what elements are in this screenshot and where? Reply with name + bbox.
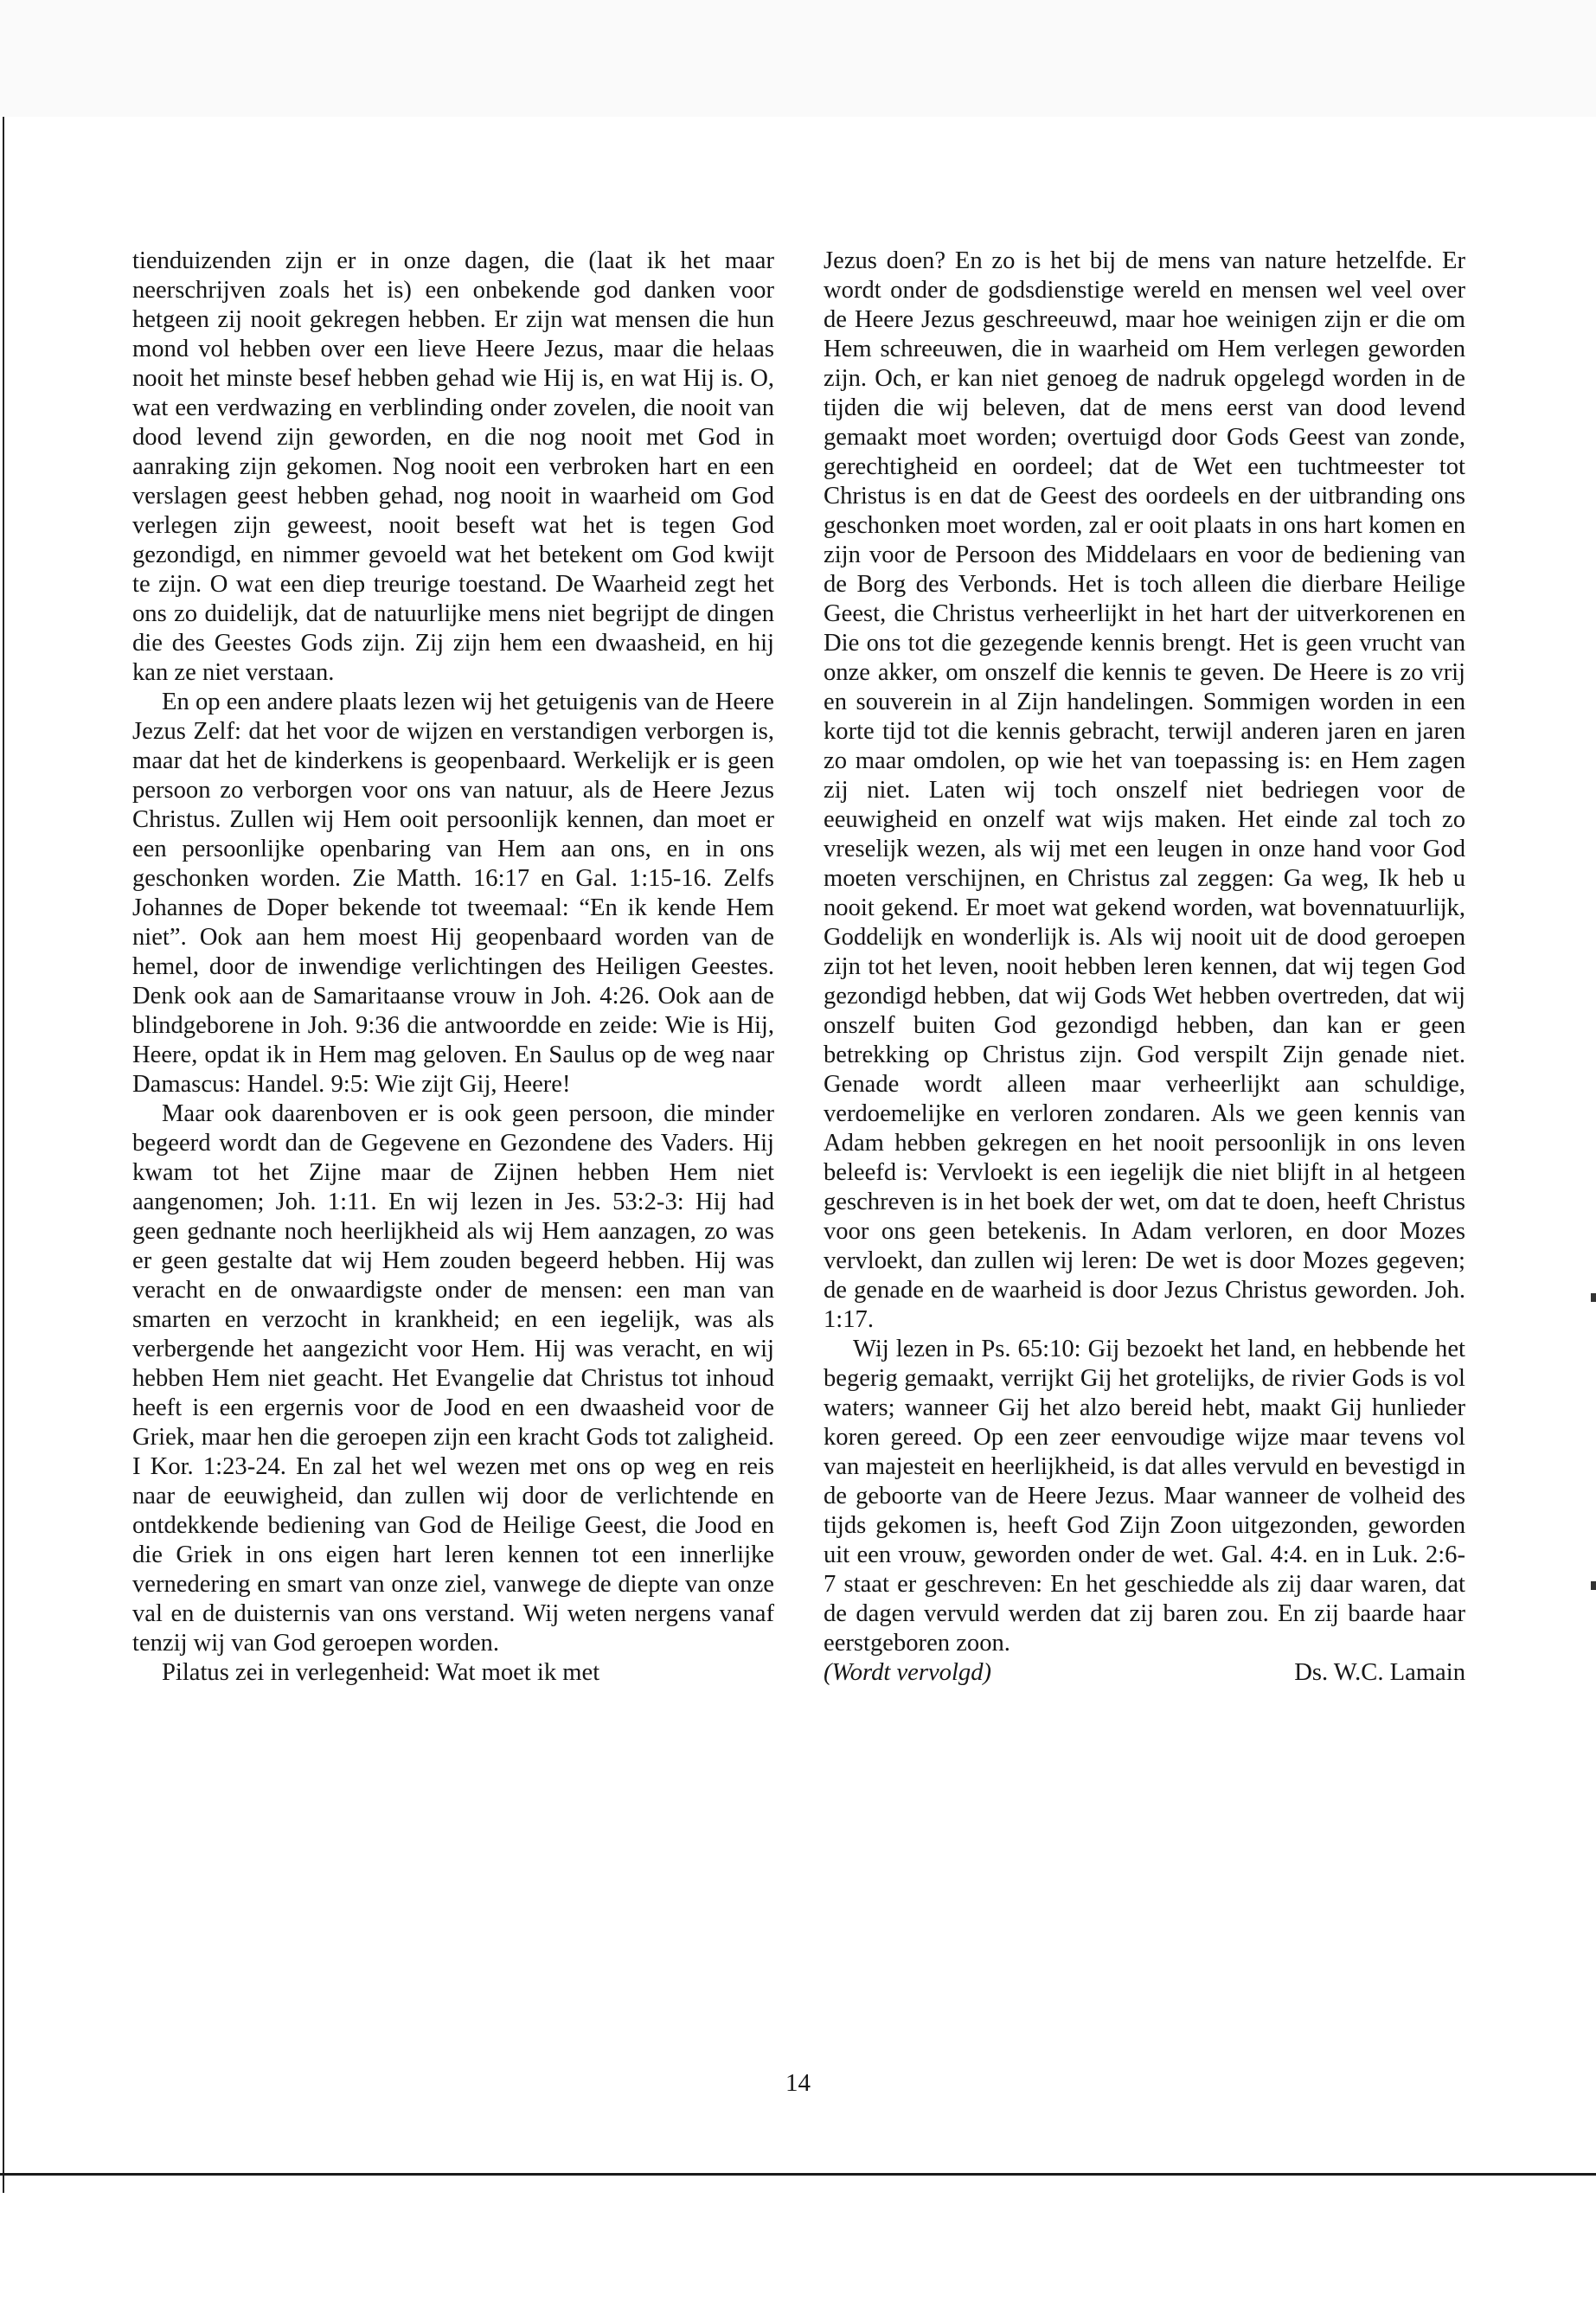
right-paragraph-1: Jezus doen? En zo is het bij de mens van nature hetzelfde. Er wordt onder de godsdienstige wereld en mensen wel veel over de Heere Jezus geschreeuwd, maar hoe weinigen zijn er die om Hem schreeuwen, die in waarheid om Hem verlegen geworden zijn. Och, er kan niet genoeg de nadruk opgelegd worden in de tijden die wij beleven, dat de mens eerst van dood levend gemaakt moet worden; overtuigd door Gods Geest van zonde, gerechtigheid en oordeel; dat de Wet een tuchtmeester tot Christus is en dat de Geest des oordeels en der uitbranding ons geschonken moet worden, zal er ooit plaats in ons hart komen en zijn voor de Persoon des Middelaars en voor de bediening van de Borg des Verbonds. Het is toch alleen die dierbare Heilige Geest, die Christus verheerlijkt in het hart der uitverkorenen en Die ons tot die gezegende kennis brengt. Het is geen vrucht van onze akker, om onszelf die kennis te geven. De Heere is zo vrij en souverein in al Zijn handelingen. Sommigen worden in een korte tijd tot die kennis gebracht, terwijl anderen jaren en jaren zo maar omdolen, op wie het van toepassing is: en Hem zagen zij niet. Laten wij toch onszelf niet bedriegen voor de eeuwigheid en onzelf wat wijs maken. Het einde zal toch zo vreselijk wezen, als wij met een leugen in onze hand voor God moeten verschijnen, en Christus zal zeggen: Ga weg, Ik heb u nooit gekend. Er moet wat gekend worden, wat bovennatuurlijk, Goddelijk en wonderlijk is. Als wij nooit uit de dood geroepen zijn tot het leven, nooit hebben leren kennen, dat wij tegen God gezondigd hebben, dat wij Gods Wet hebben overtreden, dat wij onszelf buiten God gezondigd hebben, dan kan er geen betrekking op Christus zijn. God verspilt Zijn genade niet. Genade wordt alleen maar verheerlijkt aan schuldige, verdoemelijke en verloren zondaren. Als we geen kennis van Adam hebben gekregen en het nooit persoonlijk in ons leven beleefd is: Vervloekt is een iegelijk die niet blijft in al hetgeen geschreven is in het boek der wet, om dat te doen, heeft Christus voor ons geen betekenis. In Adam verloren, en door Mozes vervloekt, dan zullen wij leren: De wet is door Mozes gegeven; de genade en de waarheid is door Jezus Christus geworden. Joh. 1:17. — [824, 247, 1465, 1333]
scan-side-mark — [1591, 1581, 1596, 1590]
left-column — [132, 247, 774, 1688]
right-paragraph-2: Wij lezen in Ps. 65:10: Gij bezoekt het land, en hebbende het begerig gemaakt, verrijkt Gij het grotelijks, de rivier Gods is vol waters; wanneer Gij het alzo bereid hebt, maakt Gij hunlieder koren gereed. Op een zeer eenvoudige wijze maar tevens vol van majesteit en heerlijkheid, is dat alles vervuld en bevestigd in de geboorte van de Heere Jezus. Maar wanneer de volheid des tijds gekomen is, heeft God Zijn Zoon uitgezonden, geworden uit een vrouw, geworden onder de wet. Gal. 4:4. en in Luk. 2:6-7 staat er geschreven: En het geschiedde als zij daar waren, dat de dagen vervuld werden dat zij baren zou. En zij baarde haar eerstgeboren zoon. — [824, 1336, 1465, 1657]
page-number: 14 — [785, 2069, 811, 2097]
author-name: Ds. W.C. Lamain — [1294, 1659, 1465, 1686]
scan-top-margin — [0, 0, 1596, 117]
scan-page-edge — [3, 117, 4, 2193]
left-paragraph-2: En op een andere plaats lezen wij het getuigenis van de Heere Jezus Zelf: dat het voor de wijzen en verstandigen verborgen is, maar dat het de kinderkens is geopenbaard. Werkelijk er is geen persoon zo verborgen voor ons van natuur, als de Heere Jezus Christus. Zullen wij Hem ooit persoonlijk kennen, dan moet er een persoonlijke openbaring van Hem aan ons, en in ons geschonken worden. Zie Matth. 16:17 en Gal. 1:15-16. Zelfs Johannes de Doper bekende tot tweemaal: “En ik kende Hem niet”. Ook aan hem moest Hij geopenbaard worden van de hemel, door de inwendige verlichtingen des Heiligen Geestes. Denk ook aan de Samaritaanse vrouw in Joh. 4:26. Ook aan de blindgeborene in Joh. 9:36 die antwoordde en zeide: Wie is Hij, Heere, opdat ik in Hem mag geloven. En Saulus op de weg naar Damascus: Handel. 9:5: Wie zijt Gij, Heere! — [132, 689, 774, 1098]
left-paragraph-1: tienduizenden zijn er in onze dagen, die (laat ik het maar neerschrijven zoals het is) een onbekende god danken voor hetgeen zij nooit gekregen hebben. Er zijn wat mensen die hun mond vol hebben over een lieve Heere Jezus, maar die helaas nooit het minste besef hebben gehad wie Hij is, en wat Hij is. O, wat een verdwazing en verblinding onder zovelen, die nooit van dood levend zijn geworden, en die nog nooit met God in aanraking zijn gekomen. Nog nooit een verbroken hart en een verslagen geest hebben gehad, nog nooit in waarheid om God verlegen zijn geweest, nooit beseft wat het is tegen God gezondigd, en nimmer gevoeld wat het betekent om God kwijt te zijn. O wat een diep treurige toestand. De Waarheid zegt het ons zo duidelijk, dat de natuurlijke mens niet begrijpt de dingen die des Geestes Gods zijn. Zij zijn hem een dwaasheid, en hij kan ze niet verstaan. — [132, 247, 774, 686]
article-signature-line — [824, 1658, 1465, 1688]
scan-bottom-rule — [0, 2173, 1596, 2176]
left-paragraph-4: Pilatus zei in verlegenheid: Wat moet ik met — [162, 1659, 600, 1686]
right-column — [824, 247, 1465, 1688]
scan-side-mark — [1591, 1293, 1596, 1302]
continued-note: (Wordt vervolgd) — [824, 1659, 992, 1686]
left-paragraph-3: Maar ook daarenboven er is ook geen persoon, die minder begeerd wordt dan de Gegevene en Gezondene des Vaders. Hij kwam tot het Zijne maar de Zijnen hebben Hem niet aangenomen; Joh. 1:11. En wij lezen in Jes. 53:2-3: Hij had geen gednante noch heerlijkheid als wij Hem aanzagen, zo was er geen gestalte dat wij Hem zouden begeerd hebben. Hij was veracht en de onwaardigste onder de mensen: een man van smarten en verzocht in krankheid; en een iegelijk, was als verbergende het aangezicht voor Hem. Hij was veracht, en wij hebben Hem niet geacht. Het Evangelie dat Christus tot inhoud heeft is een ergernis voor de Jood en een dwaasheid voor de Griek, maar hen die geroepen zijn een kracht Gods tot zaligheid. I Kor. 1:23-24. En zal het wel wezen met ons op weg en reis naar de eeuwigheid, dan zullen wij door de verlichtende en ontdekkende bediening van God de Heilige Geest, die Jood en die Griek in ons eigen hart leren kennen tot een innerlijke vernedering en smart van onze ziel, vanwege de diepte van onze val en de duisternis van ons verstand. Wij weten nergens vanaf tenzij wij van God geroepen worden. — [132, 1100, 774, 1657]
